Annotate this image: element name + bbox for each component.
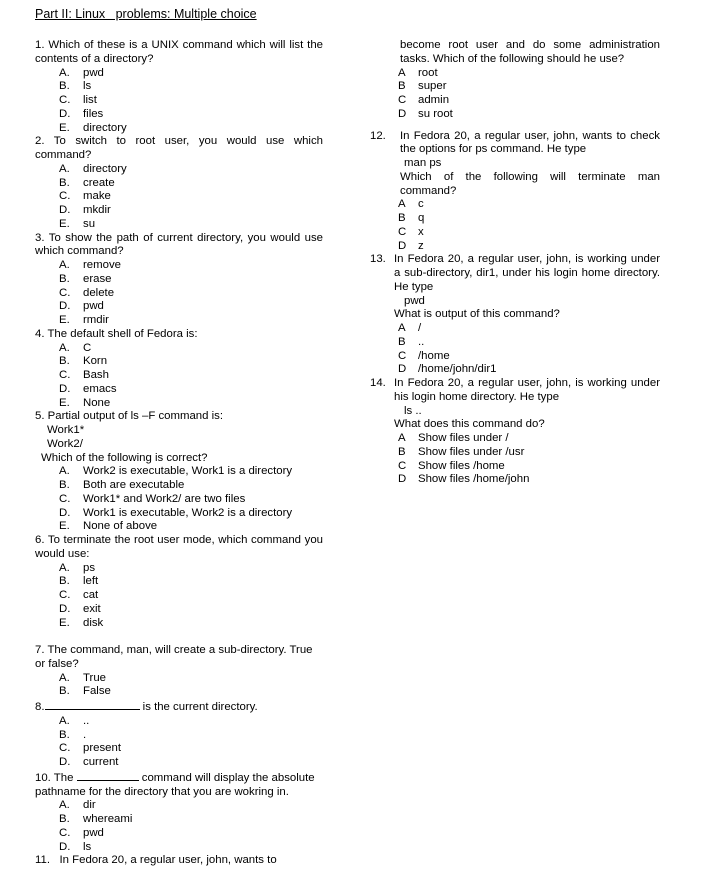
command-output-line: Work2/	[47, 437, 83, 450]
option-text: disk	[83, 616, 104, 629]
option[interactable]	[370, 240, 660, 254]
option[interactable]	[370, 460, 660, 474]
option-text: Work1 is executable, Work2 is a directory	[83, 506, 293, 519]
option[interactable]	[35, 465, 323, 479]
option[interactable]	[370, 108, 660, 122]
question-number: 12.	[370, 129, 386, 142]
question-5-options	[35, 465, 323, 534]
option-text: Korn	[83, 355, 108, 368]
question-2	[35, 135, 323, 231]
option[interactable]	[35, 589, 323, 603]
option[interactable]	[370, 212, 660, 226]
option[interactable]	[370, 80, 660, 94]
question-10	[35, 770, 323, 855]
option-letter: D	[398, 107, 407, 120]
option[interactable]	[35, 369, 323, 383]
option-text: su	[83, 217, 96, 230]
option-text: ls	[83, 80, 92, 93]
option[interactable]	[370, 67, 660, 81]
option-text: su root	[418, 107, 453, 120]
option-text: directory	[83, 121, 127, 134]
question-7	[35, 644, 323, 699]
question-8-options	[35, 715, 323, 770]
option-letter: C	[398, 94, 407, 106]
option-letter: B.	[59, 575, 70, 588]
option-letter: B	[398, 445, 406, 458]
option-text: ..	[418, 335, 425, 348]
option-letter: E.	[59, 217, 70, 230]
question-4-text: 4. The default shell of Fedora is:	[35, 327, 198, 340]
option[interactable]	[35, 562, 323, 576]
option-text: left	[83, 575, 99, 588]
question-4	[35, 328, 323, 411]
option-letter: D.	[59, 840, 71, 853]
question-12	[370, 130, 660, 254]
question-13-options	[370, 322, 660, 377]
question-12-options	[370, 198, 660, 253]
option[interactable]	[370, 446, 660, 460]
option[interactable]	[35, 715, 323, 729]
option-letter: A	[398, 322, 406, 334]
option-letter: D	[398, 363, 407, 376]
option-letter: C	[398, 459, 407, 472]
option-text: erase	[83, 272, 112, 285]
option[interactable]	[35, 300, 323, 314]
option-letter: E.	[59, 396, 70, 409]
question-11-text: become root user and do some administration tasks. Which of the following should he use?	[400, 39, 660, 65]
option[interactable]	[35, 342, 323, 356]
option-text: Bash	[83, 369, 109, 381]
question-7-options	[35, 672, 323, 700]
option-letter: C.	[59, 826, 71, 839]
option-text: pwd	[83, 826, 104, 839]
option-letter: A.	[59, 465, 70, 478]
option[interactable]	[370, 198, 660, 212]
command-line: ls ..	[404, 404, 422, 417]
option-letter: B.	[59, 813, 70, 825]
question-1-text: 1. Which of these is a UNIX command which will list the contents of a directory?	[35, 39, 323, 65]
option[interactable]	[35, 397, 323, 411]
question-5-text: 5. Partial output of ls –F command is:	[35, 410, 224, 423]
option-letter: B.	[59, 355, 70, 368]
option-letter: A	[398, 198, 406, 211]
option[interactable]	[35, 799, 323, 813]
option-text: None	[83, 396, 111, 409]
question-8	[35, 699, 323, 770]
option-text: pwd	[83, 300, 104, 313]
option-text: dir	[83, 799, 96, 812]
option-letter: C.	[59, 369, 71, 381]
option-text: .	[83, 728, 87, 741]
option-letter: B.	[59, 728, 70, 741]
option[interactable]	[35, 259, 323, 273]
question-10-text	[35, 770, 323, 800]
option[interactable]	[35, 685, 323, 699]
option-letter: C.	[59, 94, 71, 106]
option-letter: D	[398, 239, 407, 252]
option[interactable]	[35, 729, 323, 743]
option[interactable]	[35, 218, 323, 232]
option[interactable]	[35, 177, 323, 191]
option-text: mkdir	[83, 204, 111, 216]
question-10-stem: command will display the absolute pathname for the directory that you are wokring in.	[35, 771, 315, 798]
option[interactable]	[35, 479, 323, 493]
option-letter: B	[398, 335, 406, 348]
option-letter: B.	[59, 80, 70, 93]
option-letter: D.	[59, 107, 71, 120]
option-text: False	[83, 685, 111, 698]
option-letter: D	[398, 473, 407, 486]
question-1-options	[35, 67, 323, 136]
option-text: create	[83, 176, 115, 189]
question-14-text: In Fedora 20, a regular user, john, is working under his login home directory. He type	[394, 377, 660, 403]
option[interactable]	[370, 350, 660, 364]
fill-in-blank[interactable]	[77, 770, 139, 781]
question-number: 8.	[35, 701, 45, 713]
option-letter: E.	[59, 616, 70, 629]
option-text: rmdir	[83, 314, 109, 326]
option-letter: B.	[59, 272, 70, 285]
option-text: Work1* and Work2/ are two files	[83, 492, 246, 505]
command-line: pwd	[404, 294, 425, 307]
option[interactable]	[370, 363, 660, 377]
option[interactable]	[370, 336, 660, 350]
option-letter: C.	[59, 589, 71, 601]
option[interactable]	[35, 520, 323, 534]
question-4-options	[35, 342, 323, 411]
option[interactable]	[370, 322, 660, 336]
option-text: True	[83, 671, 106, 684]
option[interactable]	[370, 473, 660, 487]
option[interactable]	[35, 80, 323, 94]
option-letter: C.	[59, 492, 71, 505]
spacer	[370, 122, 660, 130]
option[interactable]	[35, 617, 323, 631]
option[interactable]	[35, 383, 323, 397]
left-column	[35, 39, 323, 868]
option[interactable]	[35, 575, 323, 589]
question-1	[35, 39, 323, 135]
option-text: root	[418, 66, 438, 79]
option-text: files	[83, 107, 104, 120]
option-letter: A.	[59, 259, 70, 271]
option-text: remove	[83, 259, 121, 271]
option-text: Show files /home/john	[418, 473, 530, 486]
option[interactable]	[35, 507, 323, 521]
option[interactable]	[35, 67, 323, 81]
question-7-text: 7. The command, man, will create a sub-directory. True or false?	[35, 644, 313, 670]
option[interactable]	[35, 827, 323, 841]
option-text: c	[418, 198, 424, 211]
option-letter: A.	[59, 66, 70, 79]
right-column	[370, 39, 660, 487]
option[interactable]	[35, 742, 323, 756]
option-letter: B.	[59, 176, 70, 189]
option-text: z	[418, 239, 424, 252]
option-text: Both are executable	[83, 479, 185, 491]
option-text: /	[418, 322, 422, 334]
option[interactable]	[370, 94, 660, 108]
option-text: ls	[83, 840, 92, 853]
spacer	[35, 630, 323, 644]
option[interactable]	[35, 204, 323, 218]
question-12-prompt: Which of the following will terminate man command?	[400, 170, 660, 197]
option-text: delete	[83, 286, 115, 299]
option-letter: C.	[59, 190, 71, 203]
option-letter: A.	[59, 714, 70, 727]
option-text: ps	[83, 561, 96, 574]
option[interactable]	[35, 108, 323, 122]
option-text: exit	[83, 602, 101, 615]
option-text: list	[83, 94, 97, 106]
option[interactable]	[35, 672, 323, 686]
command-line: man ps	[404, 157, 442, 169]
question-6	[35, 534, 323, 630]
option-text: Work2 is executable, Work1 is a directory	[83, 465, 293, 478]
option-letter: E.	[59, 314, 70, 326]
option[interactable]	[35, 493, 323, 507]
question-3-text: 3. To show the path of current directory, you would use which command?	[35, 231, 323, 258]
option-text: None of above	[83, 520, 158, 533]
option-letter: A.	[59, 799, 70, 812]
option-text: current	[83, 756, 119, 768]
option[interactable]	[35, 314, 323, 328]
option-letter: D.	[59, 602, 71, 615]
question-10-lead: 10. The	[35, 771, 74, 784]
question-3	[35, 232, 323, 328]
option-letter: B	[398, 212, 406, 224]
question-3-options	[35, 259, 323, 328]
option-text: C	[83, 341, 92, 354]
option-letter: A	[398, 66, 406, 79]
option[interactable]	[370, 226, 660, 240]
option[interactable]	[35, 190, 323, 204]
option-text: Show files under /usr	[418, 445, 525, 458]
question-11-start: 11. In Fedora 20, a regular user, john, wants to	[35, 854, 277, 867]
question-number: 14.	[370, 377, 386, 389]
question-10-options	[35, 799, 323, 854]
option-text: x	[418, 225, 424, 238]
option-letter: A.	[59, 671, 70, 684]
option-text: emacs	[83, 382, 117, 395]
option-letter: C.	[59, 286, 71, 299]
question-14-prompt: What does this command do?	[394, 418, 545, 431]
option-letter: A.	[59, 561, 70, 574]
option-letter: E.	[59, 121, 70, 134]
option-letter: D.	[59, 204, 71, 216]
option-letter: B	[398, 80, 406, 93]
question-8-stem: is the current directory.	[142, 701, 258, 713]
option-letter: A	[398, 432, 406, 444]
option-letter: C.	[59, 742, 71, 755]
fill-in-blank[interactable]	[45, 699, 140, 710]
option-text: /home/john/dir1	[418, 363, 497, 376]
question-number: 13.	[370, 253, 386, 266]
question-6-text: 6. To terminate the root user mode, which command you would use:	[35, 534, 323, 560]
option-text: super	[418, 80, 447, 93]
option-text: Show files under /	[418, 432, 509, 444]
option-text: whereami	[83, 813, 133, 825]
question-11-options	[370, 67, 660, 122]
option-letter: A.	[59, 341, 70, 354]
option-letter: B.	[59, 479, 70, 491]
option-letter: A.	[59, 162, 70, 175]
command-output-line: Work1*	[47, 424, 85, 436]
question-13-text: In Fedora 20, a regular user, john, is working under a sub-directory, dir1, under his login home directory. He type	[394, 253, 660, 293]
question-5-prompt: Which of the following is correct?	[41, 451, 208, 464]
option[interactable]	[35, 287, 323, 301]
option-text: make	[83, 190, 111, 203]
option[interactable]	[35, 756, 323, 770]
option-letter: B.	[59, 685, 70, 698]
option-text: ..	[83, 714, 90, 727]
option-text: directory	[83, 162, 127, 175]
option-text: Show files /home	[418, 459, 505, 472]
option[interactable]	[35, 122, 323, 136]
question-14	[370, 377, 660, 487]
option-letter: C	[398, 349, 407, 362]
question-2-text: 2. To switch to root user, you would use which command?	[35, 135, 323, 161]
question-2-options	[35, 163, 323, 232]
option-text: pwd	[83, 66, 104, 79]
question-13	[370, 253, 660, 377]
option[interactable]	[35, 94, 323, 108]
question-8-text	[35, 699, 323, 715]
option-letter: C	[398, 225, 407, 238]
option-text: /home	[418, 349, 450, 362]
page-title: Part II: Linux problems: Multiple choice	[35, 7, 257, 21]
option-letter: E.	[59, 520, 70, 533]
question-12-text: In Fedora 20, a regular user, john, wants to check the options for ps command. He type	[400, 129, 660, 156]
option-letter: D.	[59, 300, 71, 313]
option[interactable]	[35, 813, 323, 827]
option[interactable]	[35, 273, 323, 287]
option-text: cat	[83, 589, 99, 601]
option[interactable]	[370, 432, 660, 446]
option-text: present	[83, 742, 121, 755]
option[interactable]	[35, 163, 323, 177]
option-letter: D.	[59, 382, 71, 395]
option[interactable]	[35, 355, 323, 369]
question-13-prompt: What is output of this command?	[394, 308, 560, 321]
question-5	[35, 410, 323, 534]
question-14-options	[370, 432, 660, 487]
option-text: q	[418, 212, 425, 224]
option[interactable]	[35, 603, 323, 617]
question-6-options	[35, 562, 323, 631]
option-letter: D.	[59, 756, 71, 768]
option-letter: D.	[59, 506, 71, 519]
option[interactable]	[35, 841, 323, 855]
question-11-continued	[370, 39, 660, 122]
option-text: admin	[418, 94, 450, 106]
